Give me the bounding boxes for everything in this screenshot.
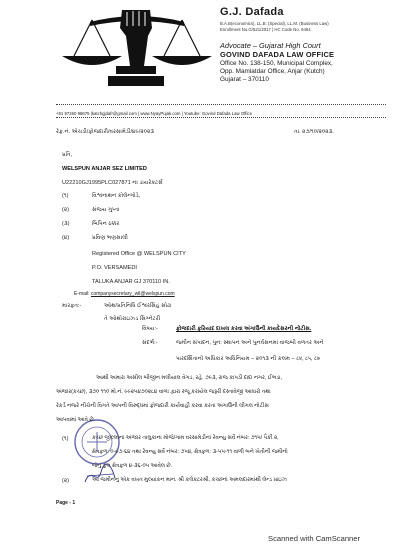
body-line: અંજાર(કચ્છ), ૩૭૦ ૧૧૦ મો.નં. ૯૯૨૫૪૭૦૨૮૪ વાળા દ્વારા રજૂ કરાયેલ જરૂરી દસ્તાવેજી આધારો તથા bbox=[56, 389, 271, 395]
qualification-line: B.A.B(economics), LL.B. (Special), LL.M. (Business Law) bbox=[220, 21, 329, 26]
context-label: સંદર્ભ:- bbox=[142, 340, 158, 346]
body-line: રેકર્ડ નજરે નીચેની વિગતે આપની વિરુદ્ધમાં ફોજદારી કાર્યવાહી કરવા કરતા અંગાઉની લીગલ નોટીસ bbox=[56, 403, 269, 409]
header-divider-bottom bbox=[56, 117, 386, 118]
qualification-lines bbox=[220, 21, 329, 33]
director-name: પ્રવિણ ભણસાલી bbox=[92, 235, 128, 241]
registered-office-line: Registered Office @ WELSPUN CITY bbox=[92, 251, 186, 257]
reference-number: રેફ.નં. એચડી/ફોજદારી/વરસામેડી/૪૯/૨૦૨૩ bbox=[56, 129, 154, 135]
director-name: સંજય ગુપ્તા bbox=[92, 207, 120, 213]
director-number: (૩) bbox=[62, 221, 70, 227]
point-line: ક્ષેત્રફળ: ૦-૯૭-૬૪ તથા રેવન્યુ સર્વે નંબર: ૭૫૪, ક્ષેત્રફળ: ૩-૫૫-૧૧ વાળી બને ખેતીની જમીનો bbox=[92, 449, 288, 455]
point-line: જેનું કુલ ક્ષેત્રફળ ૪-૩૬-૦૫ આવેલ છે. bbox=[92, 463, 173, 469]
email-line bbox=[74, 291, 175, 297]
company-name: WELSPUN ANJAR SEZ LIMITED bbox=[62, 166, 147, 172]
director-name: વિશ્વનાથન કોલેન્ગોડે, bbox=[92, 193, 141, 199]
camscanner-watermark: Scanned with CamScanner bbox=[268, 534, 361, 543]
header-divider-top bbox=[56, 104, 386, 105]
address-line: Office No. 138-150, Municipal Complex, bbox=[220, 60, 333, 67]
director-number: (૨) bbox=[62, 207, 70, 213]
body-line: આપવામાં આવે છે. bbox=[56, 417, 96, 423]
via-label: મારફત:- bbox=[62, 303, 82, 309]
subject-text: ફોજદારી ફરિયાદ દાખલ કરવા અંગાઉની કાયદેસરની નોટીસ. bbox=[176, 326, 312, 332]
context-line: જમીન સંપાદન, પુન: સ્થાપન અને પુનર્વસનમાં વાજબી વળતર અને bbox=[176, 340, 324, 346]
point-line: આ જમીનનું એક વખત મુલ્યાંકન માન. શ્રી કલેક્ટરશ્રી, કચ્છનાં અમલદારમાંથી લેન્ડ પ્રાઇઝ bbox=[92, 477, 287, 483]
director-number: (૪) bbox=[62, 235, 70, 241]
point-number: (૨) bbox=[62, 478, 70, 484]
advocate-name: G.J. Dafada bbox=[220, 6, 284, 18]
point-line: કચ્છ જીલ્લાના અંજાર તાલુકાના મોજે/ગામ વરસામેડીના રેવન્યુ સર્વે નંબર: ૭૧૫/ પૈકી ૨, bbox=[92, 435, 279, 441]
address-line: Opp. Mamlatdar Office, Anjar (Kutch) bbox=[220, 68, 325, 76]
address-line: Gujarat – 370110 bbox=[220, 76, 269, 84]
letter-date: તા. ૨૭/૧૦/૨૦૨૩. bbox=[294, 129, 334, 135]
scales-of-justice-logo bbox=[52, 6, 222, 94]
email-link[interactable]: companysecretary_wil@welspun.com bbox=[90, 291, 175, 297]
via-designation: તે ઓથોરાઇઝ્ડ સિગ્નેટરી bbox=[104, 316, 161, 322]
po-line: P.O. VERSAMEDI bbox=[92, 265, 137, 271]
via-representative: ઓથ/પ્રતિનિધિ ઈશ્વરસિંહ સોઢા bbox=[104, 303, 172, 309]
director-name: બિપિન ઠક્કર bbox=[92, 221, 120, 227]
prati-label: પ્રતિ, bbox=[62, 152, 73, 158]
designation: Advocate – Gujarat High Court bbox=[220, 41, 321, 50]
point-number: (૧) bbox=[62, 436, 69, 442]
taluka-line: TALUKA ANJAR GJ 370110 IN. bbox=[92, 279, 170, 285]
context-line: પારદર્શિતાનો અધિકાર અધિનિયમ – ૨૦૧૩ ની કલમ – ८४, ८५, ८७ bbox=[176, 356, 320, 362]
subject-label: વિષય:- bbox=[142, 326, 158, 332]
office-name: GOVIND DAFADA LAW OFFICE bbox=[220, 50, 335, 59]
page-number: Page - 1 bbox=[56, 500, 76, 506]
body-line: આથી અમારા અસીલ બીજીન મલીયાલ વેગડ, રહે. ૭૯૩, રાજ કાપડી દાદા નગર, ઈભડા, bbox=[96, 375, 282, 381]
director-number: (૧) bbox=[62, 193, 69, 199]
contact-line: +91 97260 98675 |katchgjdafr@gmail.com | www.NyayPujak.com | Youtube: Govind Dafada Law Office bbox=[56, 111, 252, 116]
office-address bbox=[220, 60, 333, 85]
enrollment-line: Enrollment No.G/521/2017 | HC Code No. 9464 bbox=[220, 27, 311, 32]
email-label: E-mail: bbox=[74, 291, 90, 297]
cin-line: U22210GJ1995PLC027871 ના ડાયરેક્ટર્સ bbox=[62, 180, 163, 186]
